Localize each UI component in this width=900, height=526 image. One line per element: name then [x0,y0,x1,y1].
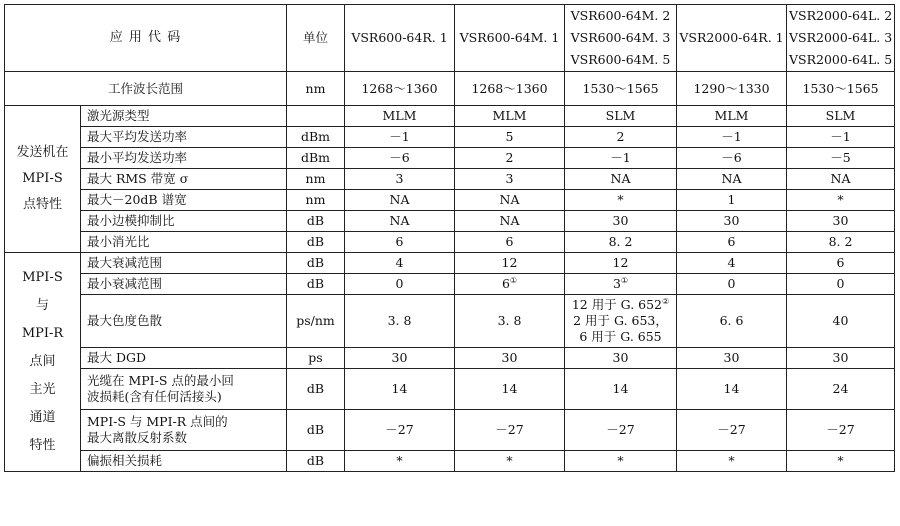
table-cell: 3. 8 [345,295,455,348]
table-cell: －27 [677,410,787,451]
table-row [5,295,895,348]
param-name: MPI-S 与 MPI-R 点间的 最大离散反射系数 [81,410,287,451]
table-cell: * [677,451,787,472]
row-label-wavelength: 工作波长范围 [5,72,287,106]
table-cell: NA [565,169,677,190]
table-cell: 1268～1360 [345,72,455,106]
table-cell: 30 [345,348,455,369]
header-code: VSR2000-64L. 2 VSR2000-64L. 3 VSR2000-64L. 5 [787,5,895,72]
header-code: VSR2000-64R. 1 [677,5,787,72]
table-row [5,72,895,106]
table-row [5,106,895,127]
table-cell: 6 [345,232,455,253]
table-cell: NA [455,211,565,232]
param-name: 最小边模抑制比 [81,211,287,232]
table-cell: 3① [565,274,677,295]
cell-unit: ps [287,348,345,369]
cell-unit: dB [287,274,345,295]
table-cell: －1 [345,127,455,148]
table-cell: 0 [345,274,455,295]
table-cell: 14 [565,369,677,410]
cell-unit: dB [287,410,345,451]
table-cell: 1290～1330 [677,72,787,106]
table-cell: 40 [787,295,895,348]
table-cell: MLM [455,106,565,127]
table-cell: 30 [455,348,565,369]
param-name: 最大 RMS 带宽 σ [81,169,287,190]
table-cell: 8. 2 [787,232,895,253]
param-name: 偏振相关损耗 [81,451,287,472]
table-cell: NA [455,190,565,211]
table-row [5,127,895,148]
table-cell: 3 [345,169,455,190]
table-row [5,274,895,295]
table-cell: －6 [677,148,787,169]
table-cell: －27 [565,410,677,451]
cell-unit: dBm [287,148,345,169]
table-row [5,348,895,369]
cell-unit: ps/nm [287,295,345,348]
table-cell: SLM [565,106,677,127]
group-label-main-channel: MPI-S 与 MPI-R 点间 主光 通道 特性 [5,253,81,472]
param-name: 最大－20dB 谱宽 [81,190,287,211]
table-cell: * [787,190,895,211]
table-cell: NA [677,169,787,190]
table-cell: －1 [787,127,895,148]
table-cell-multiline: 12 用于 G. 652② 2 用于 G. 653， 6 用于 G. 655 [565,295,677,348]
table-cell: －6 [345,148,455,169]
header-code: VSR600-64M. 1 [455,5,565,72]
footnote-mark: ① [620,276,629,285]
table-cell: 1 [677,190,787,211]
table-cell: －5 [787,148,895,169]
table-cell: 30 [677,348,787,369]
cell-unit: dB [287,451,345,472]
table-row [5,148,895,169]
table-cell: 5 [455,127,565,148]
table-cell: 2 [565,127,677,148]
table-cell: 8. 2 [565,232,677,253]
table-cell: 12 [565,253,677,274]
table-cell: 12 [455,253,565,274]
table-cell: MLM [345,106,455,127]
cell-unit: dB [287,211,345,232]
spec-table-container [4,4,894,472]
table-cell: 0 [787,274,895,295]
cell-unit [287,106,345,127]
table-cell: －1 [677,127,787,148]
cell-unit: dB [287,232,345,253]
param-name: 最大平均发送功率 [81,127,287,148]
table-cell: MLM [677,106,787,127]
table-row [5,169,895,190]
table-row [5,253,895,274]
table-cell: * [565,190,677,211]
group-label-transmitter: 发送机在 MPI-S 点特性 [5,106,81,253]
param-name: 光缆在 MPI-S 点的最小回 波损耗(含有任何活接头) [81,369,287,410]
table-row [5,410,895,451]
table-cell: 6. 6 [677,295,787,348]
cell-unit: nm [287,169,345,190]
table-cell: 1530～1565 [565,72,677,106]
table-cell: 3 [455,169,565,190]
param-name: 最大 DGD [81,348,287,369]
table-cell: 14 [345,369,455,410]
table-cell: 6 [787,253,895,274]
table-cell: 6 [677,232,787,253]
table-row [5,451,895,472]
cell-unit: dBm [287,127,345,148]
table-cell: 0 [677,274,787,295]
table-cell: 1268～1360 [455,72,565,106]
table-cell: NA [787,169,895,190]
cell-unit: nm [287,72,345,106]
table-cell: * [787,451,895,472]
header-code: VSR600-64M. 2 VSR600-64M. 3 VSR600-64M. 5 [565,5,677,72]
spec-table [4,4,895,472]
table-cell: 24 [787,369,895,410]
table-cell: 4 [345,253,455,274]
footnote-mark: ① [509,276,518,285]
table-cell: 3. 8 [455,295,565,348]
cell-unit: dB [287,369,345,410]
table-cell: NA [345,211,455,232]
table-cell: SLM [787,106,895,127]
table-cell: NA [345,190,455,211]
param-name: 最大衰减范围 [81,253,287,274]
table-cell: 30 [565,348,677,369]
header-unit: 单位 [287,5,345,72]
table-row [5,232,895,253]
param-name: 最小衰减范围 [81,274,287,295]
param-name: 最小消光比 [81,232,287,253]
cell-unit: nm [287,190,345,211]
table-cell: 4 [677,253,787,274]
table-cell: 6① [455,274,565,295]
table-cell: 30 [565,211,677,232]
table-cell: －27 [787,410,895,451]
header-app-code: 应 用 代 码 [5,5,287,72]
table-cell: * [455,451,565,472]
param-name: 激光源类型 [81,106,287,127]
param-name: 最大色度色散 [81,295,287,348]
table-row [5,190,895,211]
table-cell: 2 [455,148,565,169]
table-cell: 6 [455,232,565,253]
table-cell: 1530～1565 [787,72,895,106]
cell-unit: dB [287,253,345,274]
param-name: 最小平均发送功率 [81,148,287,169]
table-cell: 30 [787,211,895,232]
footnote-mark: ② [662,297,670,306]
table-row [5,369,895,410]
table-row [5,211,895,232]
table-cell: 30 [787,348,895,369]
table-cell: 30 [677,211,787,232]
table-cell: * [345,451,455,472]
header-code: VSR600-64R. 1 [345,5,455,72]
table-cell: －1 [565,148,677,169]
table-cell: 14 [677,369,787,410]
header-row [5,5,895,72]
table-cell: －27 [455,410,565,451]
table-cell: 14 [455,369,565,410]
table-cell: －27 [345,410,455,451]
table-cell: * [565,451,677,472]
